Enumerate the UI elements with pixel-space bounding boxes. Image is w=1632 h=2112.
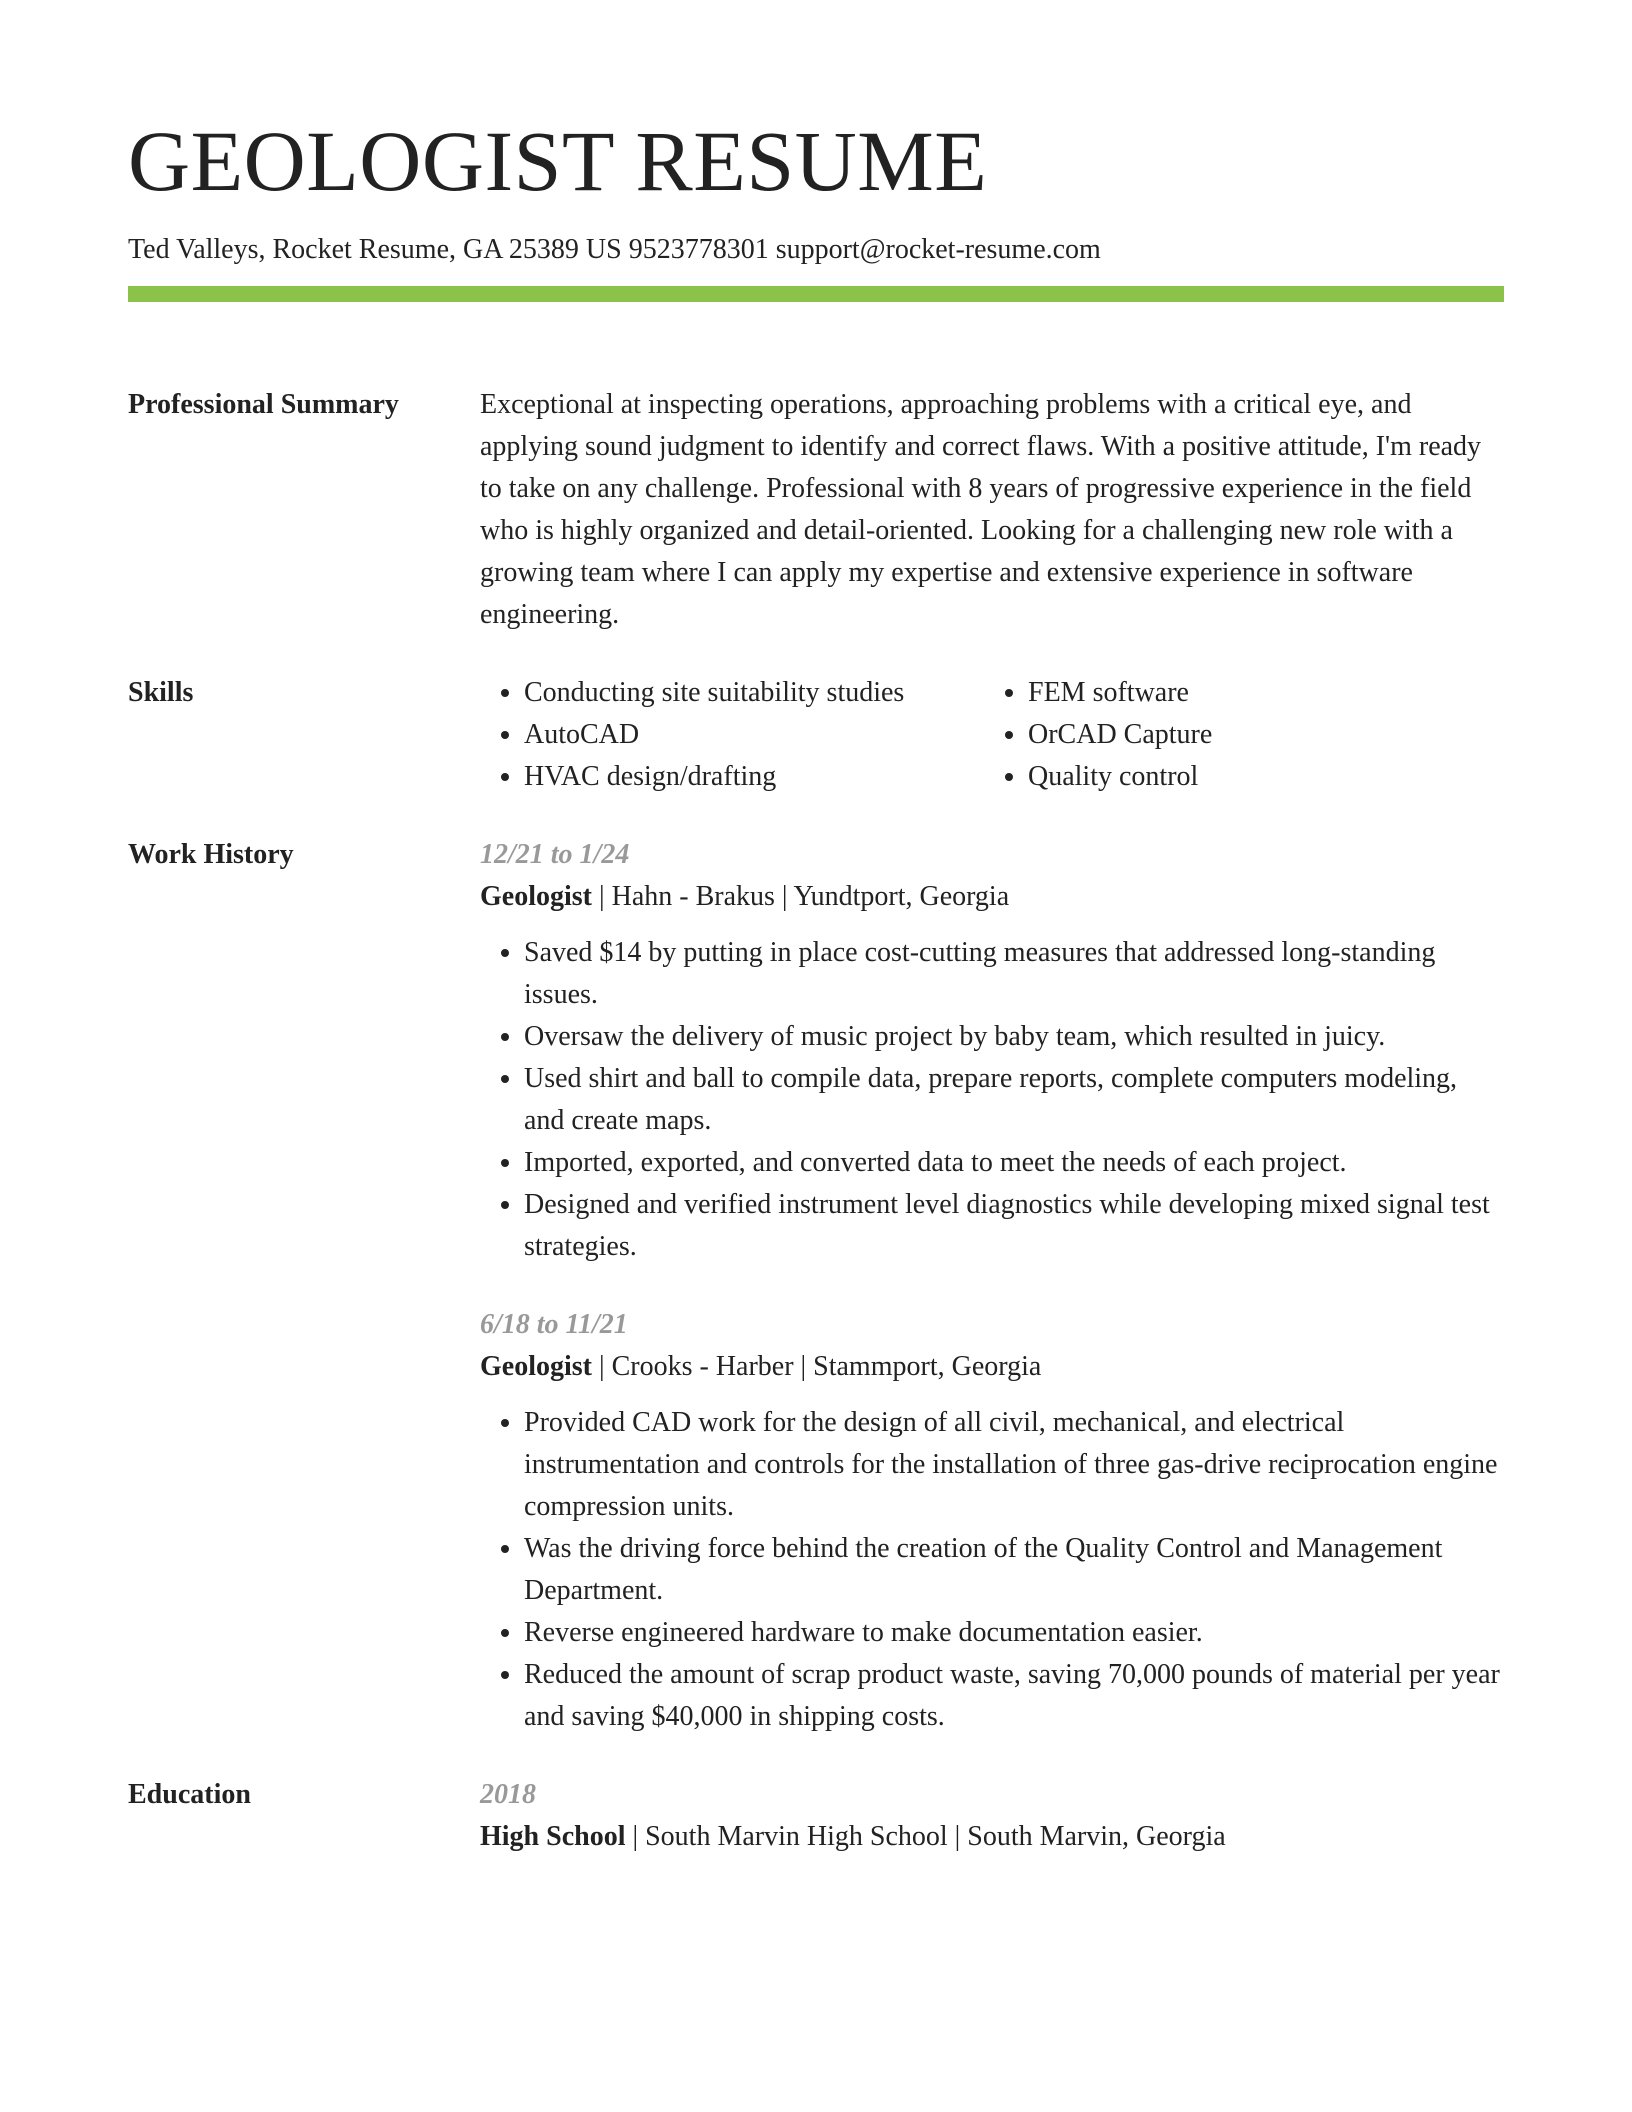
contact-line: Ted Valleys, Rocket Resume, GA 25389 US 9523778301 support@rocket-resume.com (128, 234, 1101, 265)
skill-item: • OrCAD Capture (1028, 714, 1488, 756)
skills-section (128, 672, 1504, 798)
job-role-line (480, 876, 1504, 918)
job-details: | Hahn - Brakus | Yundtport, Georgia (592, 881, 1010, 913)
summary-text: Exceptional at inspecting operations, approaching problems with a critical eye, and applying sound judgment to identify and correct flaws. With a positive attitude, I'm ready to take on any challenge. Professional with 8 years of progressive experience in the field who is highly organized and detail-oriented. Looking for a challenging new role with a growing team where I can apply my expertise and extensive experience in software engineering. (480, 389, 1482, 631)
skill-item: • AutoCAD (524, 714, 984, 756)
job-role-line (480, 1346, 1504, 1388)
job-title: Geologist (480, 881, 592, 913)
job-bullet: • Oversaw the delivery of music project by baby team, which resulted in juicy. (524, 1016, 1504, 1058)
skill-item: • Quality control (1028, 756, 1488, 798)
education-details: | South Marvin High School | South Marvin, Georgia (625, 1821, 1226, 1853)
section-label-work: Work History (128, 839, 294, 871)
job-bullet: • Reduced the amount of scrap product waste, saving 70,000 pounds of material per year and saving $40,000 in shipping costs. (524, 1654, 1504, 1738)
section-label-education: Education (128, 1779, 251, 1811)
job-bullets (480, 932, 1504, 1268)
job-entry (480, 1304, 1504, 1738)
skills-column-2 (984, 672, 1488, 798)
job-bullet: • Imported, exported, and converted data to meet the needs of each project. (524, 1142, 1504, 1184)
job-dates: 12/21 to 1/24 (480, 839, 630, 871)
education-line (480, 1816, 1504, 1858)
job-bullet: • Reverse engineered hardware to make documentation easier. (524, 1612, 1504, 1654)
skill-item: • FEM software (1028, 672, 1488, 714)
job-bullet: • Was the driving force behind the creation of the Quality Control and Management Department. (524, 1528, 1504, 1612)
job-bullet: • Provided CAD work for the design of all civil, mechanical, and electrical instrumentation and controls for the installation of three gas-drive reciprocation engine compression units. (524, 1402, 1504, 1528)
job-details: | Crooks - Harber | Stammport, Georgia (592, 1351, 1042, 1383)
resume-title: GEOLOGIST RESUME (128, 113, 988, 209)
skills-grid (480, 672, 1504, 798)
skill-item: • Conducting site suitability studies (524, 672, 984, 714)
section-label-summary: Professional Summary (128, 389, 399, 421)
resume-page (128, 113, 1504, 1858)
work-history-section (128, 834, 1504, 1738)
job-title: Geologist (480, 1351, 592, 1383)
education-dates: 2018 (480, 1779, 536, 1811)
skill-item: • HVAC design/drafting (524, 756, 984, 798)
skills-column-1 (480, 672, 984, 798)
job-entry (480, 834, 1504, 1268)
job-bullet: • Designed and verified instrument level diagnostics while developing mixed signal test strategies. (524, 1184, 1504, 1268)
job-bullet: • Used shirt and ball to compile data, prepare reports, complete computers modeling, and create maps. (524, 1058, 1504, 1142)
summary-section (128, 384, 1504, 636)
job-bullets (480, 1402, 1504, 1738)
education-section (128, 1774, 1504, 1858)
section-label-skills: Skills (128, 677, 194, 709)
education-title: High School (480, 1821, 626, 1853)
accent-divider (128, 286, 1504, 302)
job-bullet: • Saved $14 by putting in place cost-cutting measures that addressed long-standing issues. (524, 932, 1504, 1016)
job-dates: 6/18 to 11/21 (480, 1309, 628, 1341)
